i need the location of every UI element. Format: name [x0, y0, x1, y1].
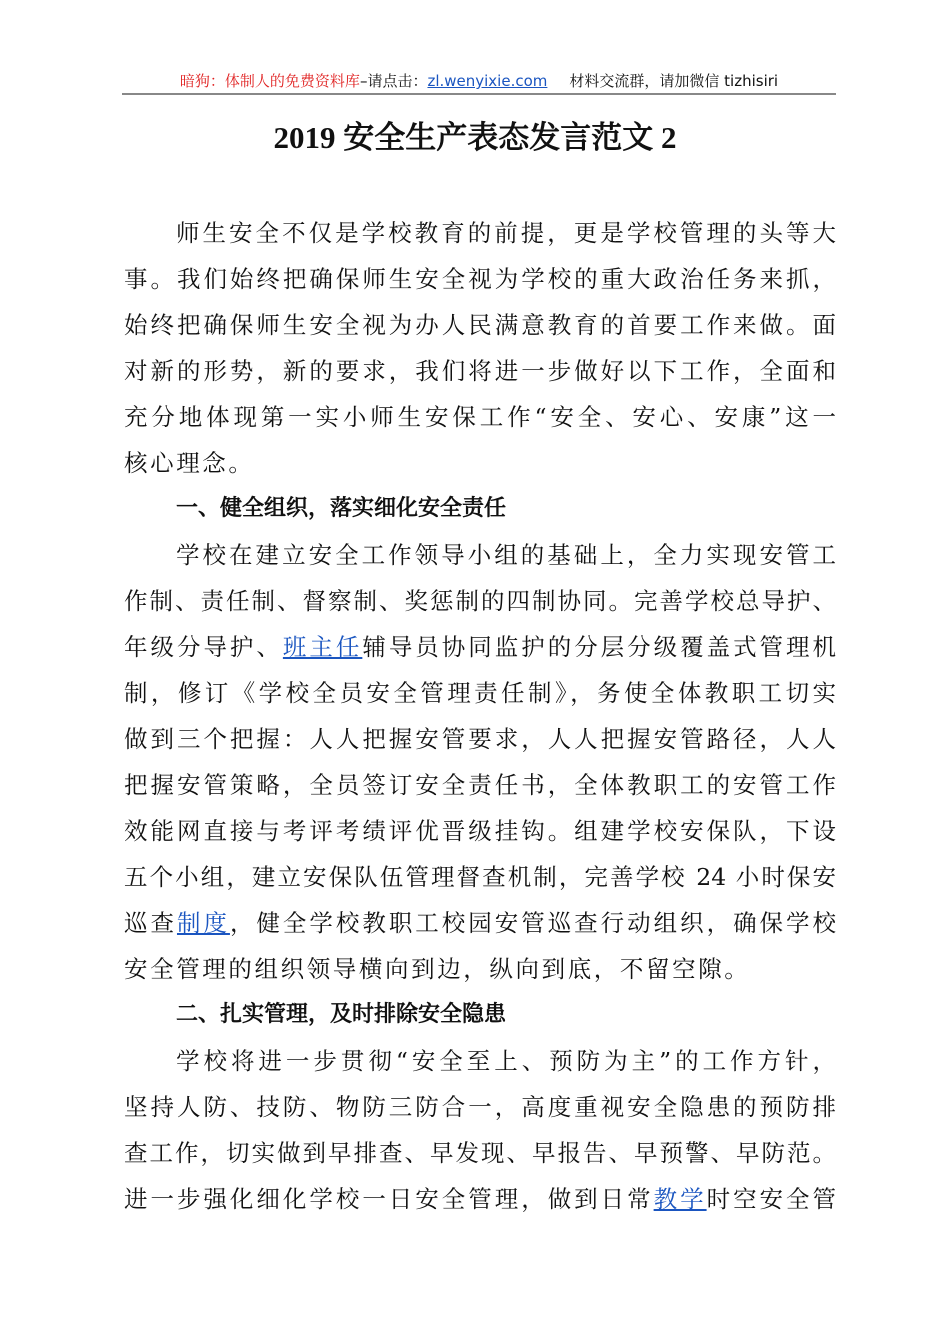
text-line: [124, 444, 836, 490]
text-line: [124, 260, 836, 306]
text-segment: 对新的形势，新的要求，我们将进一步做好以下工作，全面和: [124, 357, 836, 385]
text-line: [124, 398, 836, 444]
inline-link[interactable]: 班主任: [282, 633, 363, 661]
text-segment: 核心理念。: [124, 449, 255, 477]
document-body: [124, 214, 836, 1226]
site-link[interactable]: zl.wenyixie.com: [427, 72, 548, 90]
text-segment: 安全管理的组织领导横向到边，纵向到底，不留空隙。: [124, 955, 751, 983]
text-segment: 效能网直接与考评考绩评优晋级挂钩。组建学校安保队，下设: [124, 817, 836, 845]
text-line: [124, 306, 836, 352]
text-segment: 查工作，切实做到早排查、早发现、早报告、早预警、早防范。: [124, 1139, 836, 1167]
text-line: [124, 858, 836, 904]
page-header: [122, 70, 836, 91]
text-line: [124, 352, 836, 398]
text-line: [124, 674, 836, 720]
header-divider: [122, 93, 836, 95]
text-segment: 始终把确保师生安全视为办人民满意教育的首要工作来做。面: [124, 311, 836, 339]
text-segment: 巡查: [124, 909, 177, 937]
text-line: [124, 766, 836, 812]
text-segment: 把握安管策略，全员签订安全责任书，全体教职工的安管工作: [124, 771, 836, 799]
text-segment: 辅导员协同监护的分层分级覆盖式管理机: [362, 633, 837, 661]
text-line: [124, 628, 836, 674]
click-label: –请点击：: [359, 72, 428, 90]
text-line: [124, 1088, 836, 1134]
text-line: [124, 1134, 836, 1180]
text-segment: 五个小组，建立安保队伍管理督查机制，完善学校 24 小时保安: [124, 863, 836, 891]
text-segment: 坚持人防、技防、物防三防合一，高度重视安全隐患的预防排: [124, 1093, 836, 1121]
text-segment: 二、扎实管理，及时排除安全隐患: [176, 1002, 507, 1027]
text-line: [124, 1042, 836, 1088]
text-line: [124, 536, 836, 582]
text-line: [124, 582, 836, 628]
text-segment: 制，修订《学校全员安全管理责任制》，务使全体教职工切实: [124, 679, 836, 707]
text-segment: ，健全学校教职工校园安管巡查行动组织，确保学校: [229, 909, 837, 937]
inline-link[interactable]: 制度: [176, 909, 230, 937]
text-segment: 作制、责任制、督察制、奖惩制的四制协同。完善学校总导护、: [124, 587, 836, 615]
text-line: [124, 214, 836, 260]
text-segment: 师生安全不仅是学校教育的前提，更是学校管理的头等大: [176, 219, 836, 247]
text-line: [124, 720, 836, 766]
text-segment: 进一步强化细化学校一日安全管理，做到日常: [124, 1185, 654, 1213]
text-segment: 学校将进一步贯彻“安全至上、预防为主”的工作方针，: [176, 1047, 836, 1075]
text-segment: 一、健全组织，落实细化安全责任: [176, 496, 507, 521]
section-heading: [124, 996, 836, 1042]
document-title: 2019 安全生产表态发言范文 2: [273, 120, 677, 155]
text-line: [124, 950, 836, 996]
text-segment: 年级分导护、: [124, 633, 283, 661]
section-heading: [124, 490, 836, 536]
text-line: [124, 1180, 836, 1226]
group-text: 材料交流群，请加微信 tizhisiri: [569, 72, 779, 90]
text-line: [124, 904, 836, 950]
text-segment: 学校在建立安全工作领导小组的基础上，全力实现安管工: [176, 541, 836, 569]
inline-link[interactable]: 教学: [653, 1185, 707, 1213]
text-segment: 充分地体现第一实小师生安保工作“安全、安心、安康”这一: [124, 403, 836, 431]
text-line: [124, 812, 836, 858]
promo-text: 暗狗：体制人的免费资料库: [179, 72, 360, 90]
text-segment: 做到三个把握：人人把握安管要求，人人把握安管路径，人人: [124, 725, 836, 753]
text-segment: 时空安全管: [706, 1185, 837, 1213]
text-segment: 事。我们始终把确保师生安全视为学校的重大政治任务来抓，: [124, 265, 836, 293]
